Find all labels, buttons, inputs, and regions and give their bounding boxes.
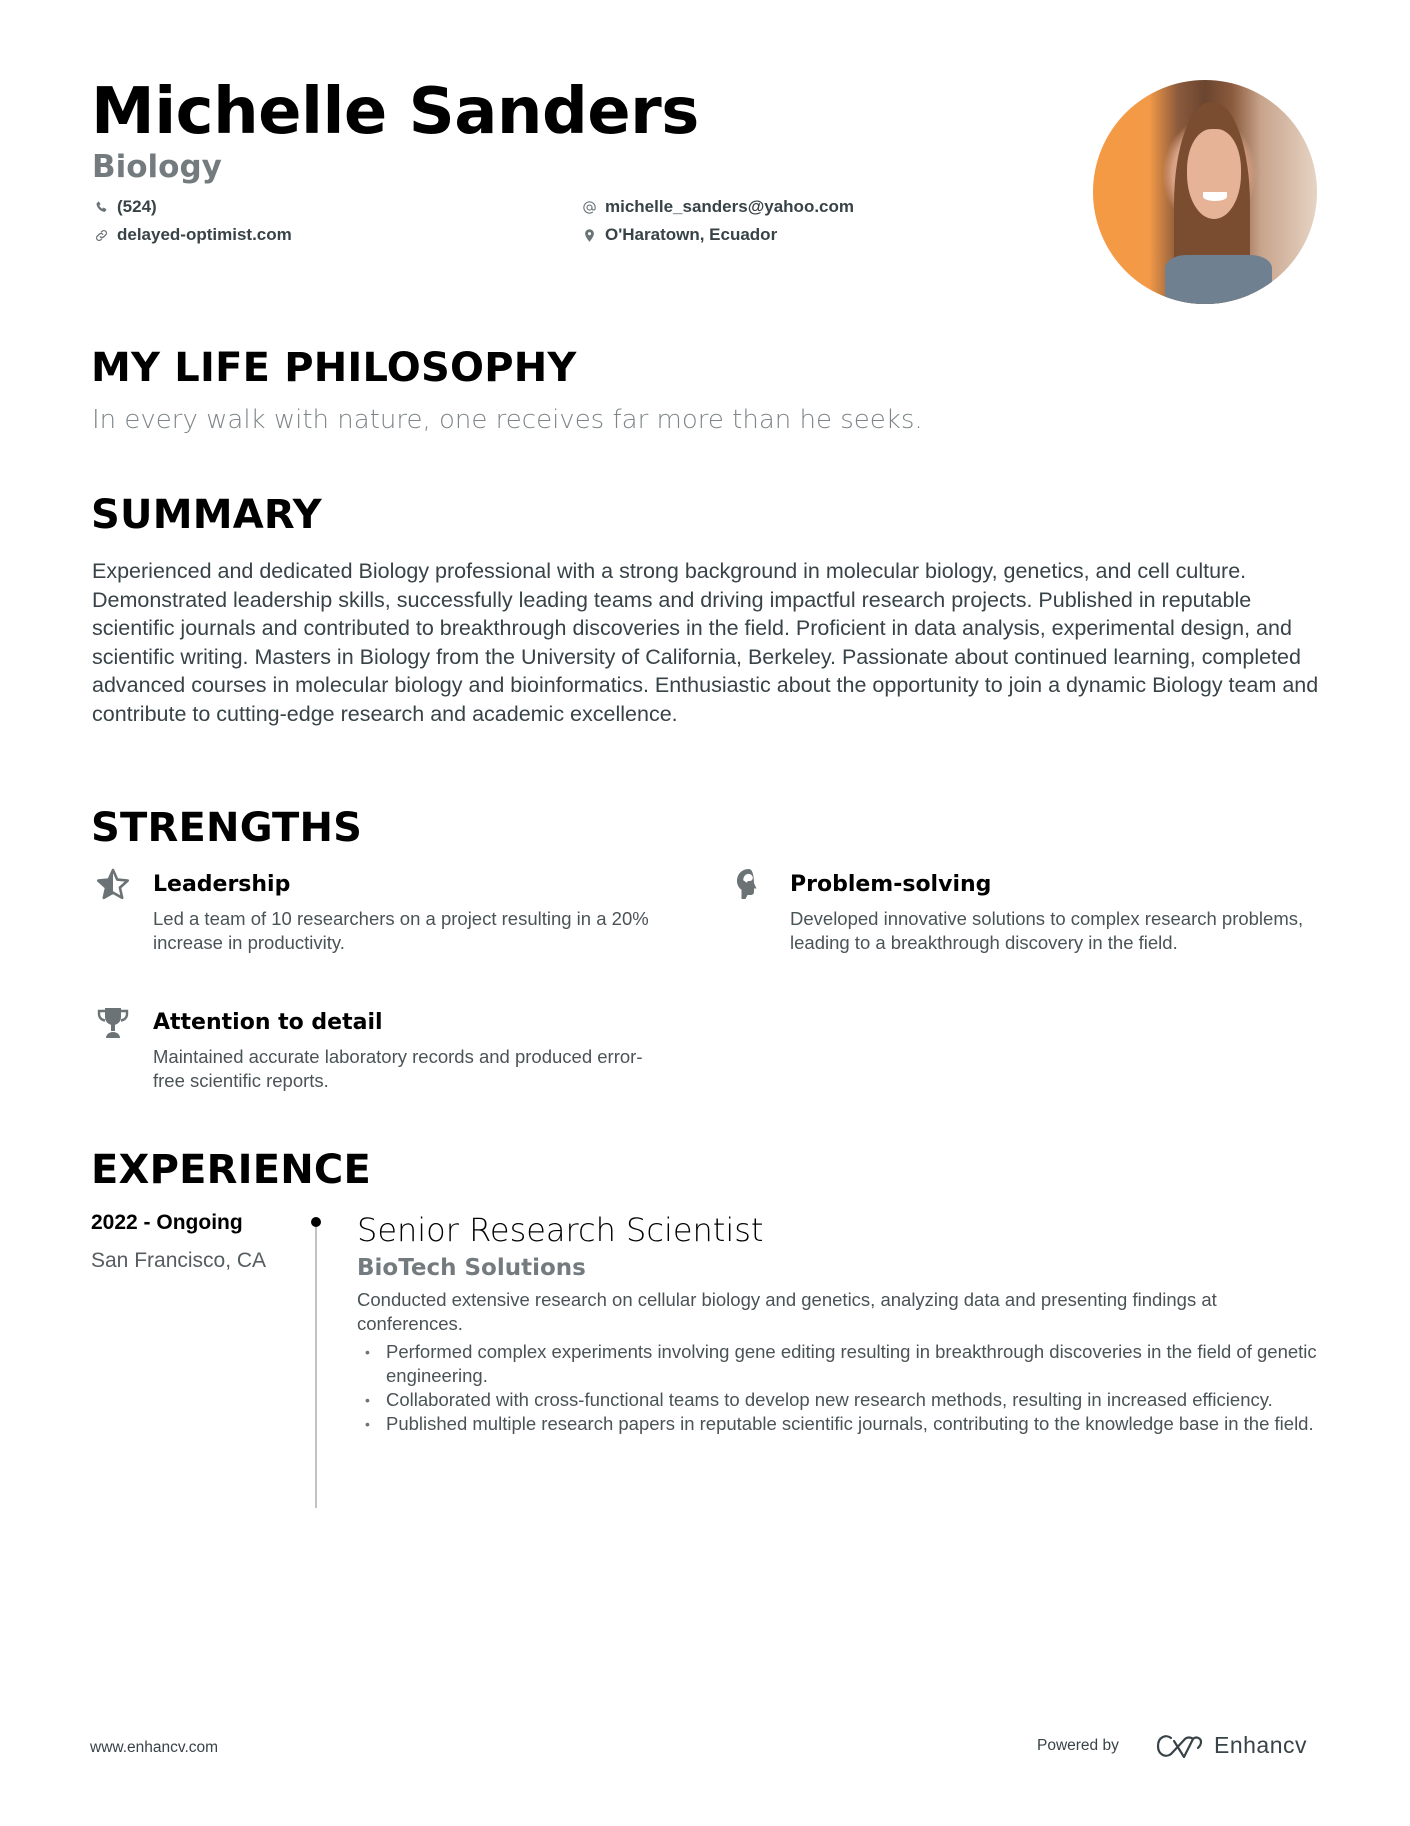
experience-title: Senior Research Scientist	[357, 1211, 764, 1249]
bullet-dot-icon: •	[365, 1344, 370, 1360]
strength-description: Maintained accurate laboratory records and produced error-free scientific reports.	[153, 1046, 643, 1091]
experience-bullet	[357, 1340, 1317, 1388]
enhancv-brand[interactable]: Enhancv	[1214, 1732, 1308, 1758]
timeline-line	[315, 1222, 317, 1508]
section-title-summary: SUMMARY	[91, 492, 322, 538]
location-text: O'Haratown, Ecuador	[605, 225, 778, 244]
summary-text: Experienced and dedicated Biology professional with a strong background in molecular biology, genetics, and cell culture. Demonstrated leadership skills, successfully leading teams and driving impactful research projects. Published in reputable scientific journals and contributed to breakthrough discoveries in the field. Proficient in data analysis, experimental design, and scientific writing. Masters in Biology from the University of California, Berkeley. Passionate about continued learning, completed advanced courses in molecular biology and bioinformatics. Enthusiastic about the opportunity to join a dynamic Biology team and contribute to cutting-edge research and academic excellence.	[92, 559, 1319, 726]
candidate-name: Michelle Sanders	[91, 75, 699, 149]
strength-title: Problem-solving	[790, 872, 992, 897]
experience-description: Conducted extensive research on cellular biology and genetics, analyzing data and presenting findings at conferences.	[357, 1289, 1217, 1334]
email-link[interactable]: michelle_sanders@yahoo.com	[605, 197, 855, 216]
philosophy-quote: In every walk with nature, one receives far more than he seeks.	[92, 405, 923, 435]
section-title-strengths: STRENGTHS	[91, 805, 363, 851]
photo-face	[1187, 129, 1241, 219]
bullet-text: Performed complex experiments involving gene editing resulting in breakthrough discoveries in the field of genetic engineering.	[386, 1341, 1317, 1386]
experience-bullets	[357, 1340, 1317, 1436]
contact-email[interactable]	[580, 196, 854, 218]
contact-location	[580, 224, 777, 246]
strength-title: Leadership	[153, 872, 291, 897]
phone-icon	[92, 198, 110, 216]
map-pin-icon	[580, 226, 598, 244]
photo-shirt	[1165, 255, 1273, 304]
bullet-dot-icon: •	[365, 1416, 370, 1432]
strength-description: Developed innovative solutions to complex research problems, leading to a breakthrough discovery in the field.	[790, 908, 1304, 953]
link-icon	[92, 226, 110, 244]
bullet-dot-icon: •	[365, 1392, 370, 1408]
brain-head-icon	[732, 867, 768, 903]
website-link[interactable]: delayed-optimist.com	[117, 225, 292, 244]
strength-title: Attention to detail	[153, 1010, 383, 1035]
photo-smile	[1203, 192, 1228, 201]
star-half-icon	[95, 867, 131, 903]
timeline-dot	[311, 1217, 321, 1227]
enhancv-logo-icon	[1156, 1733, 1204, 1759]
contact-phone	[92, 196, 157, 218]
experience-dates: 2022 - Ongoing	[91, 1211, 243, 1234]
experience-bullet	[357, 1388, 1317, 1412]
contact-website[interactable]	[92, 224, 292, 246]
powered-by-label: Powered by	[1037, 1737, 1119, 1754]
experience-company: BioTech Solutions	[357, 1255, 586, 1281]
strength-description: Led a team of 10 researchers on a project resulting in a 20% increase in productivity.	[153, 908, 649, 953]
at-icon	[580, 198, 598, 216]
section-title-experience: EXPERIENCE	[91, 1147, 371, 1193]
bullet-text: Published multiple research papers in reputable scientific journals, contributing to the knowledge base in the field.	[386, 1413, 1314, 1434]
section-title-philosophy: MY LIFE PHILOSOPHY	[91, 345, 577, 391]
bullet-text: Collaborated with cross-functional teams to develop new research methods, resulting in increased efficiency.	[386, 1389, 1273, 1410]
trophy-icon	[95, 1005, 131, 1041]
experience-location: San Francisco, CA	[91, 1249, 267, 1272]
candidate-role: Biology	[92, 149, 222, 185]
profile-photo	[1093, 80, 1317, 304]
experience-bullet	[357, 1412, 1317, 1436]
footer-url[interactable]: www.enhancv.com	[90, 1739, 219, 1756]
phone-text: (524)	[117, 197, 157, 216]
